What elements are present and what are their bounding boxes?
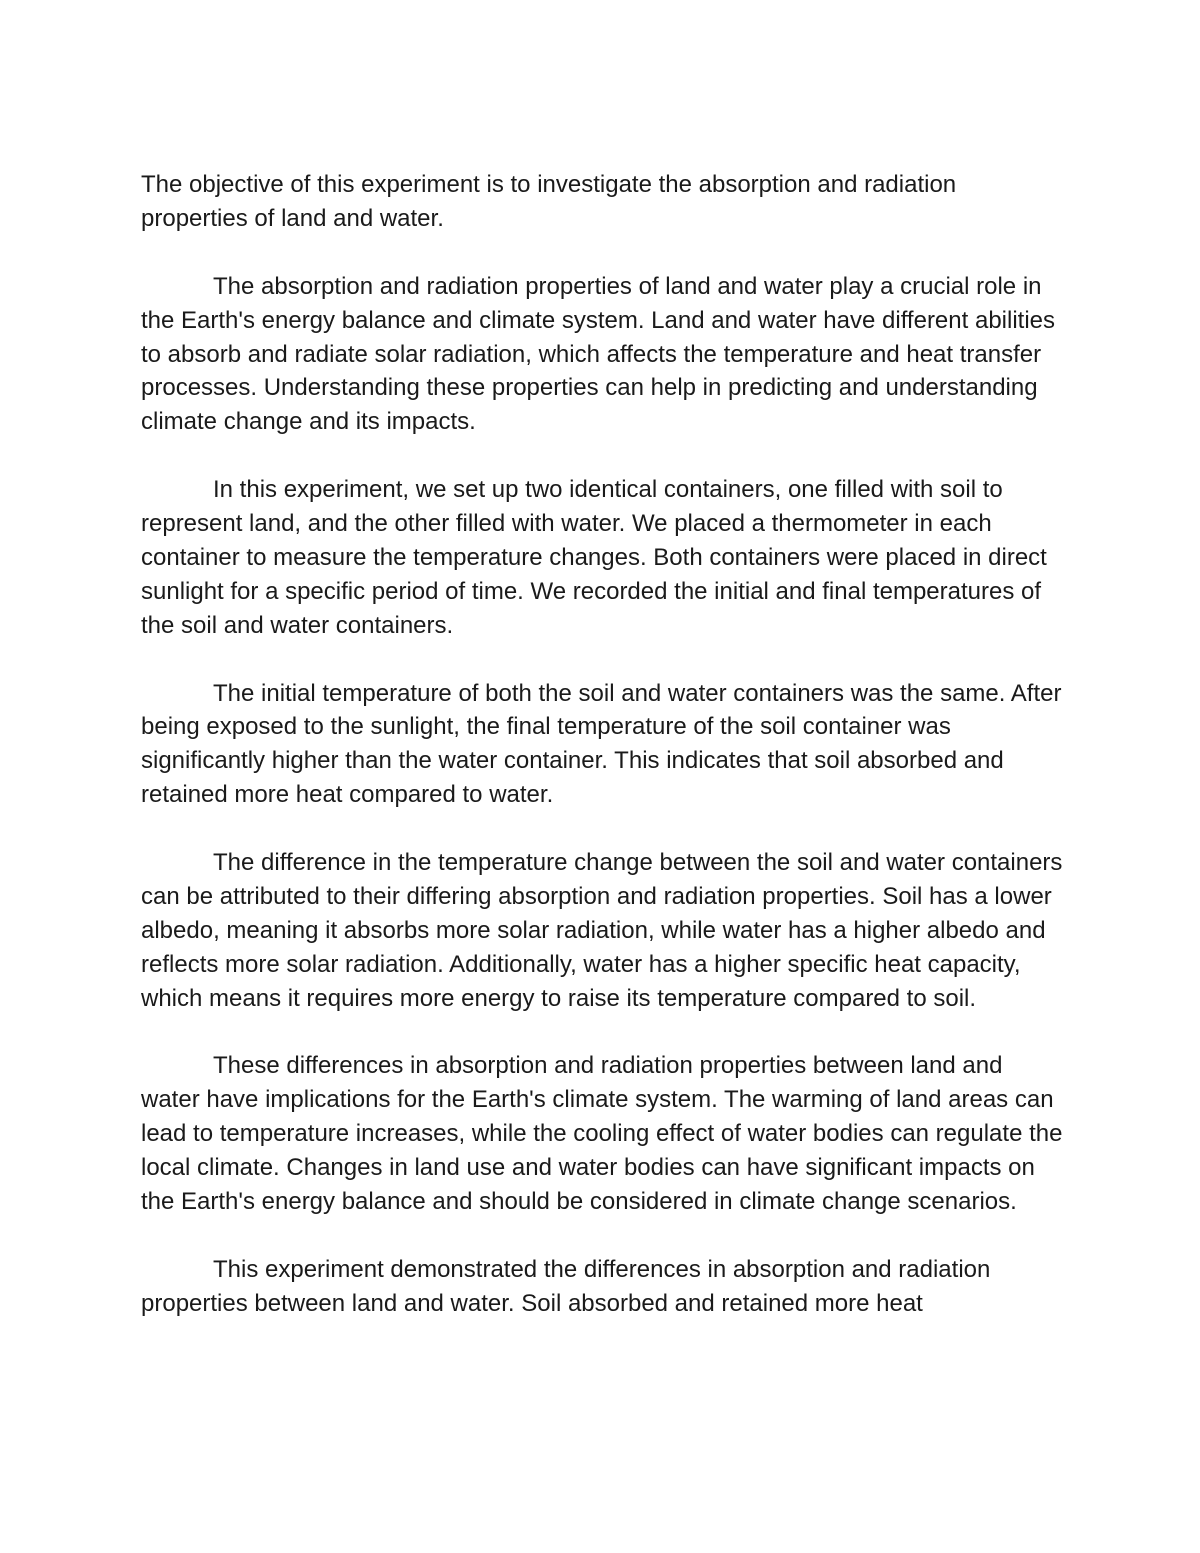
paragraph-results: The initial temperature of both the soil and water containers was the same. After being exposed to the sunlight, the final temperature of the soil container was significantly higher than the water container. This indicates that soil absorbed and retained more heat compared to water. <box>141 679 1062 809</box>
body-text <box>141 168 1066 1355</box>
paragraph-method: In this experiment, we set up two identical containers, one filled with soil to represent land, and the other filled with water. We placed a thermometer in each container to measure the temperature changes. Both containers were placed in direct sunlight for a specific period of time. We recorded the initial and final temperatures of the soil and water containers. <box>141 476 1047 639</box>
paragraph-objective: The objective of this experiment is to investigate the absorption and radiation properties of land and water. <box>141 171 957 232</box>
paragraph-discussion: The difference in the temperature change between the soil and water containers can be attributed to their differing absorption and radiation properties. Soil has a lower albedo, meaning it absorbs more solar radiation, while water has a higher albedo and reflects more solar radiation. Additionally, water has a higher specific heat capacity, which means it requires more energy to raise its temperature compared to soil. <box>141 849 1063 1012</box>
paragraph-background: The absorption and radiation properties of land and water play a crucial role in the Earth's energy balance and climate system. Land and water have different abilities to absorb and radiate solar radiation, which affects the temperature and heat transfer processes. Understanding these properties can help in predicting and understanding climate change and its impacts. <box>141 272 1056 436</box>
paragraph-implications: These differences in absorption and radiation properties between land and water have implications for the Earth's climate system. The warming of land areas can lead to temperature increases, while the cooling effect of water bodies can regulate the local climate. Changes in land use and water bodies can have significant impacts on the Earth's energy balance and should be considered in climate change scenarios. <box>141 1052 1063 1216</box>
paragraph-conclusion: This experiment demonstrated the differences in absorption and radiation properties between land and water. Soil absorbed and retained more heat <box>141 1255 991 1317</box>
